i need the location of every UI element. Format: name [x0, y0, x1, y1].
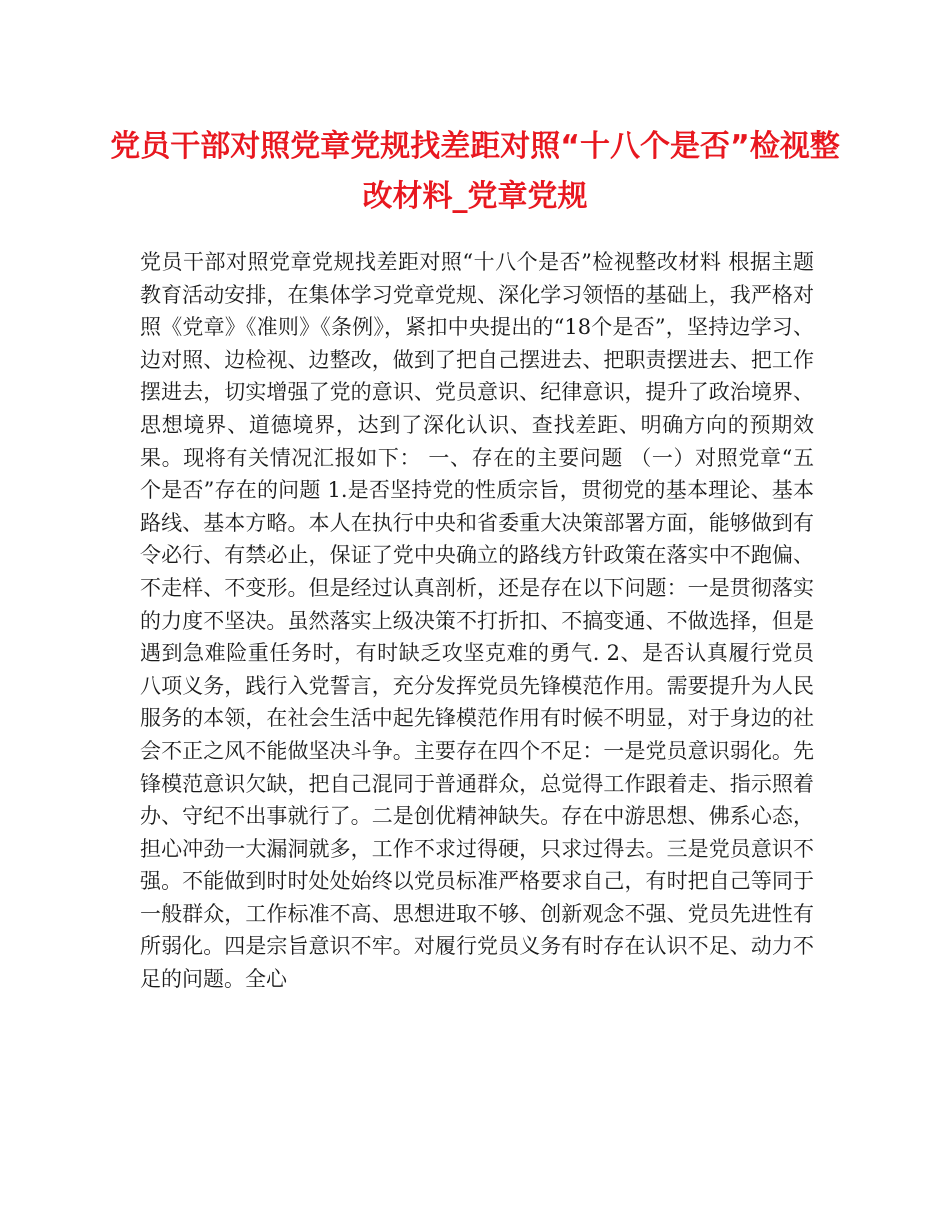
document-body-paragraph: 党员干部对照党章党规找差距对照“十八个是否”检视整改材料 根据主题教育活动安排，在集体学习党章党规、深化学习领悟的基础上，我严格对照《党章》《准则》《条例》，紧扣中央提出的“18个是否”，坚持边学习、边对照、边检视、边整改，做到了把自己摆进去、把职责摆进去、把工作摆进去，切实增强了党的意识、党员意识、纪律意识，提升了政治境界、思想境界、道德境界，达到了深化认识、查找差距、明确方向的预期效果。现将有关情况汇报如下： 一、存在的主要问题 （一）对照党章“五个是否”存在的问题 1.是否坚持党的性质宗旨，贯彻党的基本理论、基本路线、基本方略。本人在执行中央和省委重大决策部署方面，能够做到有令必行、有禁必止，保证了党中央确立的路线方针政策在落实中不跑偏、不走样、不变形。但是经过认真剖析，还是存在以下问题：一是贯彻落实的力度不坚决。虽然落实上级决策不打折扣、不搞变通、不做选择，但是遇到急难险重任务时，有时缺乏攻坚克难的勇气. 2、是否认真履行党员八项义务，践行入党誓言，充分发挥党员先锋模范作用。需要提升为人民服务的本领，在社会生活中起先锋模范作用有时候不明显，对于身边的社会不正之风不能做坚决斗争。主要存在四个不足：一是党员意识弱化。先锋模范意识欠缺，把自己混同于普通群众，总觉得工作跟着走、指示照着办、守纪不出事就行了。二是创优精神缺失。存在中游思想、佛系心态，担心冲劲一大漏洞就多，工作不求过得硬，只求过得去。三是党员意识不强。不能做到时时处处始终以党员标准严格要求自己，有时把自己等同于一般群众，工作标准不高、思想进取不够、创新观念不强、党员先进性有所弱化。四是宗旨意识不牢。对履行党员义务有时存在认识不足、动力不足的问题。全心 — [140, 250, 814, 992]
document-title: 党员干部对照党章党规找差距对照“十八个是否”检视整改材料_党章党规 — [110, 129, 840, 214]
